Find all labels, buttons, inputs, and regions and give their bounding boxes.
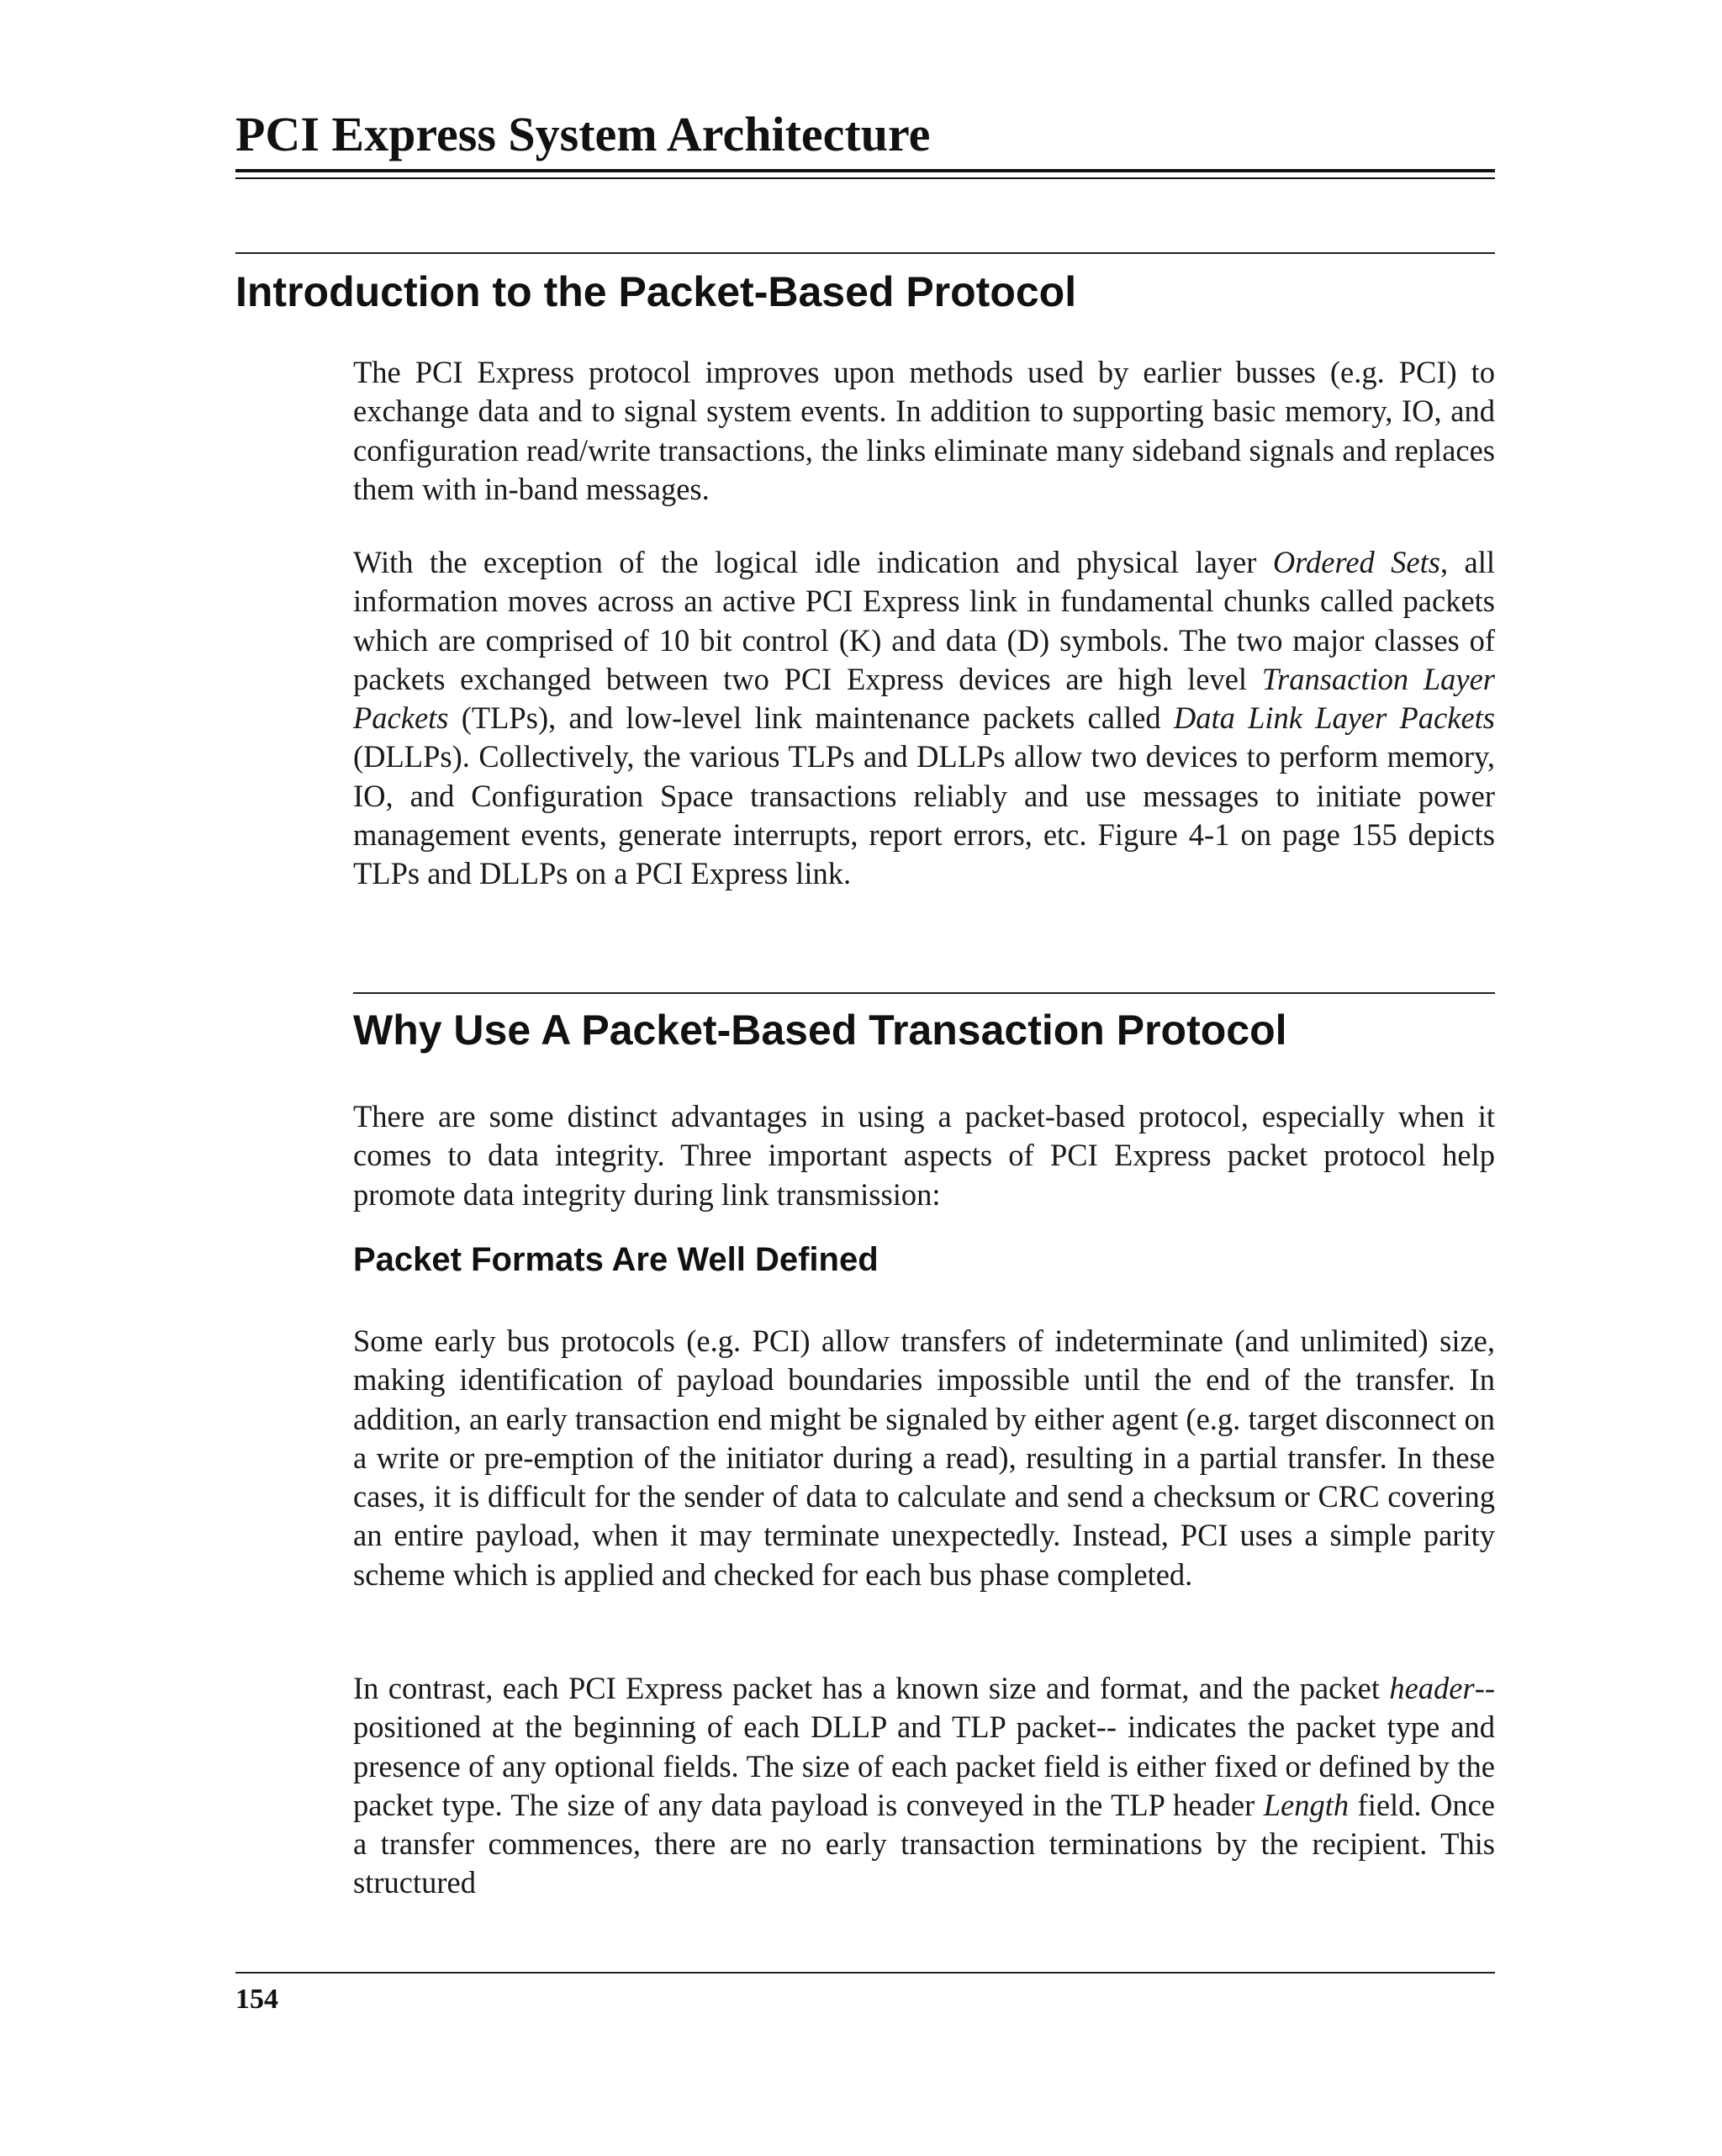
text-run: --positioned at the beginning of each DLLP and TLP packet-- indicates the packet type and presence of any optional fields. The size of each packet field is either fixed or defined by the packet type. The size of any data payload is conveyed in the TLP header bbox=[353, 1671, 1495, 1822]
header-rule-thin bbox=[235, 177, 1495, 179]
section-rule-intro bbox=[235, 252, 1495, 254]
paragraph-formats-1: Some early bus protocols (e.g. PCI) allow transfers of indeterminate (and unlimited) size, making identification of payload boundaries impossible until the end of the transfer. In addition, an early transaction end might be signaled by either agent (e.g. target disconnect on a write or pre-emption of the initiator during a read), resulting in a partial transfer. In these cases, it is difficult for the sender of data to calculate and send a checksum or CRC covering an entire payload, when it may terminate unexpectedly. Instead, PCI uses a simple parity scheme which is applied and checked for each bus phase completed. bbox=[353, 1324, 1495, 1592]
running-head: PCI Express System Architecture bbox=[235, 107, 931, 161]
page-number: 154 bbox=[235, 1984, 278, 2015]
paragraph-intro-1: The PCI Express protocol improves upon methods used by earlier busses (e.g. PCI) to exchange data and to signal system events. In addition to supporting basic memory, IO, and configuration read/write transactions, the links eliminate many sideband signals and replaces them with in-band messages. bbox=[353, 355, 1495, 506]
term-tlp: Transaction Layer Packets bbox=[353, 661, 1495, 736]
section-heading-intro: Introduction to the Packet-Based Protocol bbox=[235, 268, 1077, 315]
paragraph-intro-2 bbox=[353, 543, 1495, 894]
paragraph-formats-2 bbox=[353, 1669, 1495, 1903]
text-run: (TLPs), and low-level link maintenance packets called bbox=[448, 700, 1174, 736]
text-run: (DLLPs). Collectively, the various TLPs and DLLPs allow two devices to perform memory, IO, and Configuration Space transactions reliably and use messages to initiate power management events, generate interrupts, report errors, etc. Figure 4-1 on page 155 depicts TLPs and DLLPs on a PCI Express link. bbox=[353, 739, 1495, 891]
term-ordered-sets: Ordered Sets bbox=[1272, 545, 1440, 579]
term-length: Length bbox=[1263, 1787, 1350, 1822]
term-header: header bbox=[1389, 1671, 1475, 1705]
header-rule-thick bbox=[235, 169, 1495, 172]
text-run: , all information moves across an active PCI Express link in fundamental chunks called packets which are comprised of 10 bit control (K) and data (D) symbols. The two major classes of packets exchanged between two PCI Express devices are high level bbox=[353, 545, 1496, 696]
subsection-heading-formats: Packet Formats Are Well Defined bbox=[353, 1241, 879, 1278]
text-run: field. Once a transfer commences, there are no early transaction terminations by the recipient. This structured bbox=[353, 1787, 1495, 1900]
text-run: In contrast, each PCI Express packet has a known size and format, and the packet bbox=[353, 1671, 1390, 1705]
footer-rule bbox=[235, 1972, 1495, 1974]
text-run: With the exception of the logical idle indication and physical layer bbox=[353, 545, 1273, 579]
paragraph-why-1: There are some distinct advantages in using a packet-based protocol, especially when it comes to data integrity. Three important aspects of PCI Express packet protocol help promote data integrity during link transmission: bbox=[353, 1099, 1495, 1212]
section-rule-why bbox=[353, 992, 1495, 994]
term-dllp: Data Link Layer Packets bbox=[1173, 700, 1495, 736]
section-heading-why: Why Use A Packet-Based Transaction Protocol bbox=[353, 1007, 1287, 1054]
